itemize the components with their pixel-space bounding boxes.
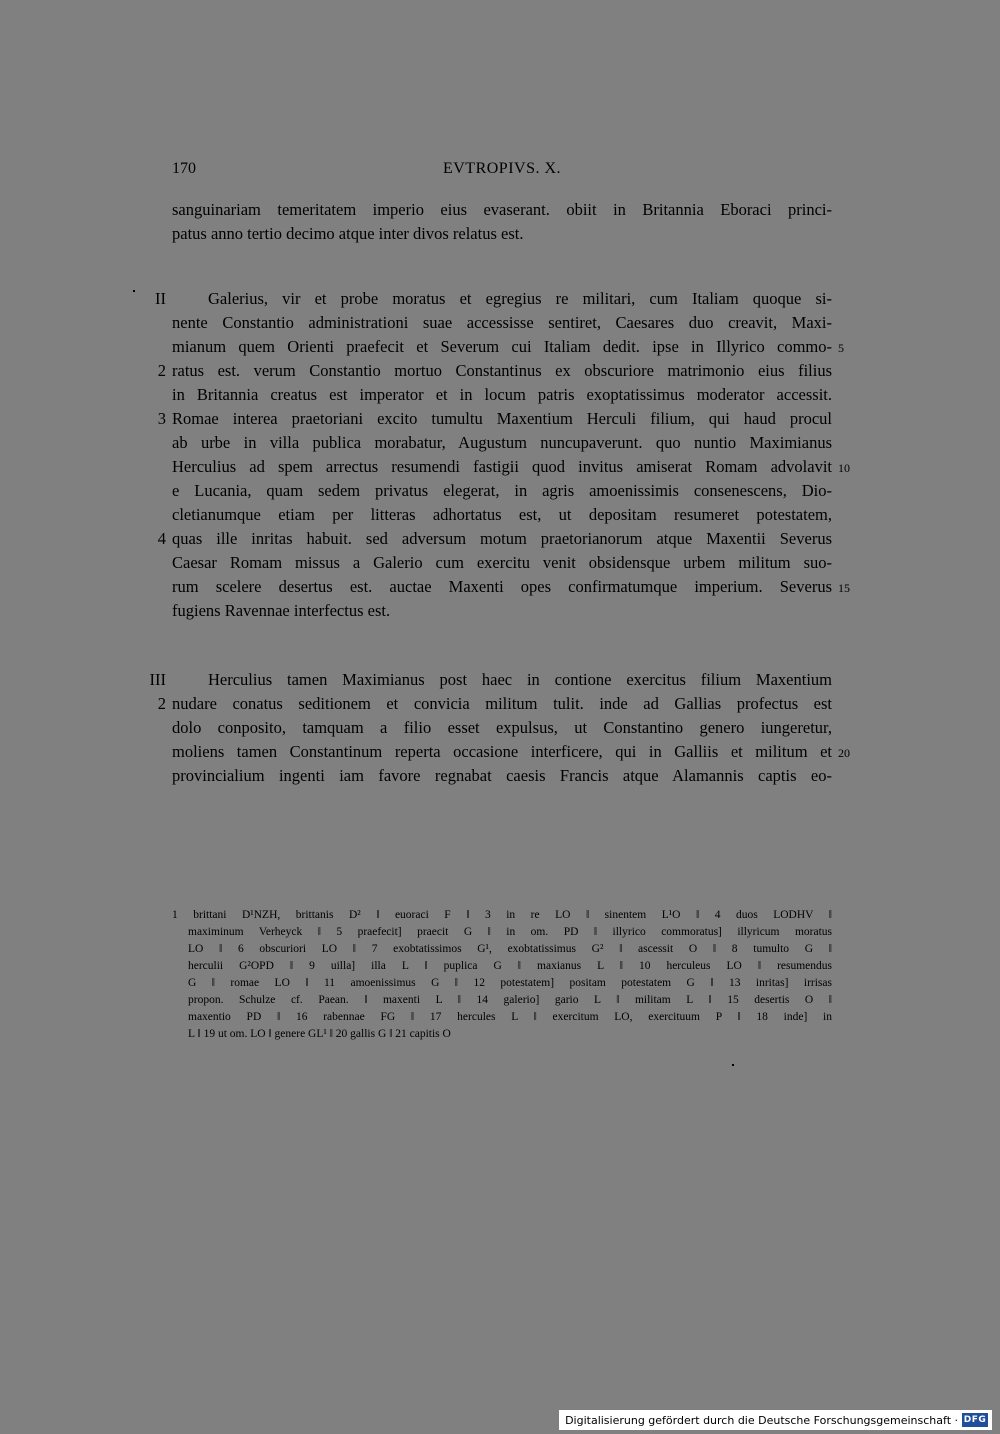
text-line: Romae interea praetoriani excito tumultu Maxentium Herculi filium, qui haud procul (172, 409, 832, 428)
digitization-credit (559, 1410, 992, 1430)
text-line: patus anno tertio decimo atque inter divos relatus est. (172, 224, 524, 243)
footnote-line: L ‖ 19 ut om. LO ‖ genere GL¹ ‖ 20 gallis G ‖ 21 capitis O (188, 1028, 451, 1040)
page-header (172, 160, 832, 182)
footnote-line: maximinum Verheyck ‖ 5 praefecit] praecit G ‖ in om. PD ‖ illyrico commoratus] illyricum moratus (188, 926, 832, 938)
footnote-line: maxentio PD ‖ 16 rabennae FG ‖ 17 hercules L ‖ exercitum LO, exercituum P ‖ 18 inde] in (188, 1011, 832, 1023)
text-line: e Lucania, quam sedem privatus elegerat, in agris amoenissimis consenescens, Dio- (172, 481, 832, 500)
text-line: sanguinariam temeritatem imperio eius evaserant. obiit in Britannia Eboraci princi- (172, 200, 832, 219)
footnote-line: G ‖ romae LO ‖ 11 amoenissimus G ‖ 12 potestatem] positam potestatem G ‖ 13 inritas] irrisas (188, 977, 832, 989)
text-line: Herculius ad spem arrectus resumendi fastigii quod invitus amiserat Romam advolavit (172, 457, 832, 476)
text-line: fugiens Ravennae interfectus est. (172, 601, 391, 620)
text-line: in Britannia creatus est imperator et in locum patris exoptatissimus moderator accessit. (172, 385, 832, 404)
section-number: 2 (157, 694, 166, 713)
stray-mark (732, 1064, 734, 1066)
line-number: 15 (838, 581, 850, 595)
text-line: ratus est. verum Constantio mortuo Constantinus ex obscuriore matrimonio eius filius (172, 361, 832, 380)
section-number: 4 (157, 529, 166, 548)
text-line: quas ille inritas habuit. sed adversum motum praetorianorum atque Maxentii Severus (172, 529, 832, 548)
text-line: nudare conatus seditionem et convicia militum tulit. inde ad Gallias profectus est (172, 694, 832, 713)
text-line: Herculius tamen Maximianus post haec in contione exercitus filium Maxentium (208, 670, 832, 689)
footnote-line: propon. Schulze cf. Paean. ‖ maxenti L ‖ 14 galerio] gario L ‖ militam L ‖ 15 desertis O ‖ (188, 994, 832, 1006)
text-line: dolo conposito, tamquam a filio esset expulsus, ut Constantino genero iungeretur, (172, 718, 832, 737)
text-line: Galerius, vir et probe moratus et egregius re militari, cum Italiam quoque si- (208, 289, 832, 308)
line-number: 20 (838, 746, 850, 760)
text-line: rum scelere desertus est. auctae Maxenti opes confirmatumque imperium. Severus (172, 577, 832, 596)
chapter-number: II (155, 289, 166, 308)
footnote-line: 1 brittani D¹NZH, brittanis D² ‖ euoraci F ‖ 3 in re LO ‖ sinentem L¹O ‖ 4 duos LODHV ‖ (172, 909, 832, 921)
margin-mark (133, 290, 135, 292)
line-number: 5 (838, 341, 844, 355)
text-line: moliens tamen Constantinum reperta occasione interficere, qui in Galliis et militum et (172, 742, 832, 761)
chapter-number: III (149, 670, 166, 689)
footnote-line: LO ‖ 6 obscuriori LO ‖ 7 exobtatissimos G¹, exobtatissimus G² ‖ ascessit O ‖ 8 tumulto G ‖ (188, 943, 832, 955)
text-line: cletianumque etiam per litteras adhortatus est, ut depositam resumeret potestatem, (172, 505, 832, 524)
credit-text: Digitalisierung gefördert durch die Deutsche Forschungsgemeinschaft · (565, 1413, 958, 1427)
text-line: ab urbe in villa publica morabatur, Augustum nuncupaverunt. quo nuntio Maximianus (172, 433, 832, 452)
page-number: 170 (172, 160, 196, 177)
line-number: 10 (838, 461, 850, 475)
text-line: mianum quem Orienti praefecit et Severum cui Italiam dedit. ipse in Illyrico commo- (172, 337, 832, 356)
text-line: provincialium ingenti iam favore regnabat caesis Francis atque Alamannis captis eo- (172, 766, 832, 785)
section-number: 3 (157, 409, 166, 428)
text-line: nente Constantio administrationi suae accessisse sentiret, Caesares duo creavit, Maxi- (172, 313, 832, 332)
section-number: 2 (157, 361, 166, 380)
running-title: EVTROPIVS. X. (442, 160, 562, 177)
footnote-line: herculii G²OPD ‖ 9 uilla] illa L ‖ puplica G ‖ maxianus L ‖ 10 herculeus LO ‖ resumendus (188, 960, 832, 972)
dfg-logo: DFG (963, 1415, 987, 1425)
text-line: Caesar Romam missus a Galerio cum exercitu venit obsidensque urbem militum suo- (172, 553, 832, 572)
